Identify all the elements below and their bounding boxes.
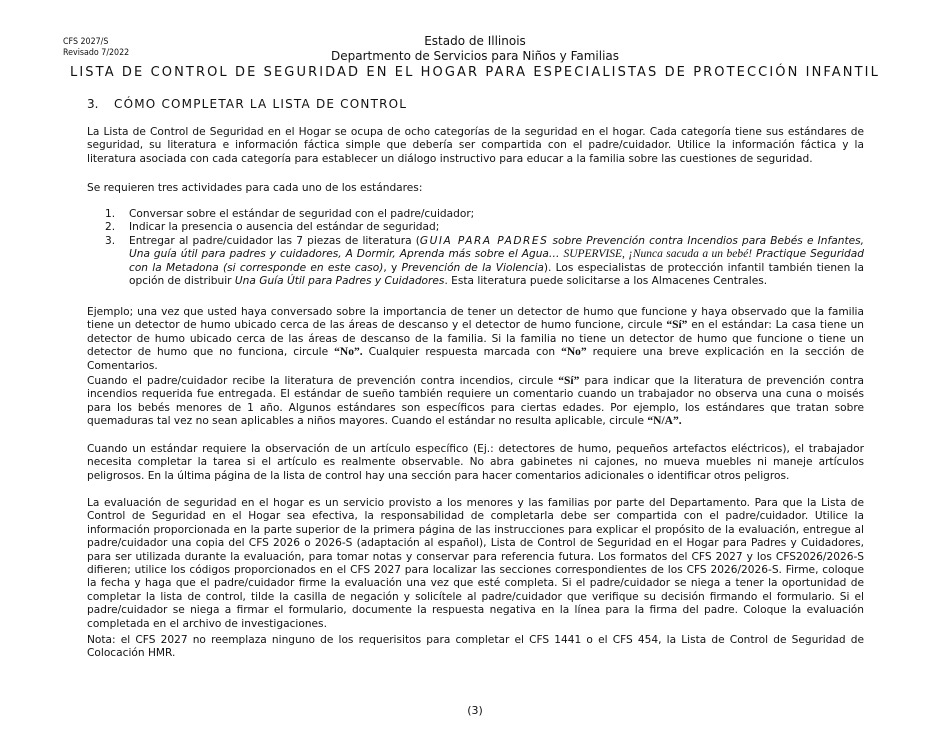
list-item-number: 2.	[105, 221, 116, 234]
paragraph-note	[87, 634, 864, 661]
example-text	[87, 306, 864, 373]
document-title: LISTA DE CONTROL DE SEGURIDAD EN EL HOGAR PARA ESPECIALISTAS DE PROTECCIÓN INFANTIL	[70, 65, 880, 80]
text-run: ). Los especialistas de protección infantil también tienen la opción de distribuir	[129, 261, 864, 288]
list-item-text: Conversar sobre el estándar de seguridad con el padre/cuidador;	[129, 208, 475, 220]
answer-na: “N/A”.	[647, 415, 682, 428]
list-item	[105, 221, 864, 234]
section-title: CÓMO COMPLETAR LA LISTA DE CONTROL	[114, 97, 408, 111]
text-run: requiere una breve explicación en la sección de Comentarios.	[87, 346, 865, 372]
literature-title: Una Guía Útil para Padres y Cuidadores	[234, 275, 445, 288]
section-number: 3.	[87, 97, 99, 111]
literature-title: Prevención de la Violencia	[401, 261, 544, 274]
header-state: Estado de Illinois	[424, 34, 526, 48]
answer-yes: “Sí”	[666, 319, 688, 332]
text-run: para indicar que la literatura de prevención contra incendios requerida fue entregada. El estándar de sueño también requiere un comentario cuando un trabajador no observa una cuna o moisés para los bebés menores de 1 año. Algunos estándares son específicos para ciertas edades. Por ejemplo, los estándares que tratan sobre quemaduras tal vez no sean aplicables a niños mayores. Cuando el estándar no resulta aplicable, circule	[87, 375, 864, 428]
literature-title: sobre Prevención contra Incendios para Bebés e Infantes, Una guía útil para padres y cuidadores, A Dormir, Aprenda más sobre el Agua…	[129, 234, 864, 261]
literature-text	[87, 375, 864, 429]
paragraph-literature	[87, 375, 864, 429]
text-run: , y	[383, 261, 402, 274]
section-heading	[87, 97, 407, 111]
observation-text: Cuando un estándar requiere la observación de un artículo específico (Ej.: detectores de humo, pequeños artefactos eléctricos), el trabajador necesita completar la tarea si el artículo es realmente observable. No abra gabinetes ni cajones, no mueva muebles ni maneje artículos peligrosos. En la última página de la lista de control hay una sección para hacer comentarios adicionales o identificar otros peligros.	[87, 443, 864, 482]
text-run: . Esta literatura puede solicitarse a los Almacenes Centrales.	[444, 275, 768, 288]
list-item-text	[129, 235, 864, 289]
revision-date: Revisado 7/2022	[63, 48, 130, 58]
text-run: en el estándar: La casa tiene un detector de humo ubicado cerca de las áreas de descanso de la familia. Si la familia no tiene un detector de humo que funcione o tiene un detector de humo que no funciona, circule	[87, 319, 864, 359]
text-run: Ejemplo; una vez que usted haya conversado sobre la importancia de tener un detector de humo que funcione y haya observado que la familia tiene un detector de humo ubicado cerca de las áreas de descanso y el detector de humo funcione, circule	[87, 306, 864, 332]
text-run: Cualquier respuesta marcada con	[362, 346, 562, 359]
answer-no: “No”.	[334, 346, 363, 359]
text-run: Cuando el padre/cuidador recibe la literatura de prevención contra incendios, circule	[87, 375, 559, 387]
activities-intro-text: Se requieren tres actividades para cada uno de los estándares:	[87, 182, 423, 194]
page-number: (3)	[467, 704, 483, 717]
text-run: Entregar al padre/cuidador las 7 piezas de literatura (	[129, 234, 420, 247]
list-item	[105, 208, 864, 221]
paragraph-activities-intro	[87, 182, 864, 195]
list-item	[105, 235, 864, 289]
form-number: CFS 2027/S	[63, 37, 109, 47]
activities-list	[105, 208, 864, 288]
evaluation-text: La evaluación de seguridad en el hogar es un servicio provisto a los menores y las familias por parte del Departamento. Para que la Lista de Control de Seguridad en el Hogar sea efectiva, la responsabilidad de completarla debe ser compartida con el padre/cuidador. Utilice la información proporcionada en la parte superior de la primera página de las instrucciones para explicar el propósito de la evaluación, entregue al padre/cuidador una copia del CFS 2026 o 2026-S (adaptación al español), Lista de Control de Seguridad en el Hogar para Padres y Cuidadores, para ser utilizada durante la evaluación, para tomar notas y conservar para referencia futura. Los formatos del CFS 2027 y los CFS2026/2026-S difieren; utilice los códigos proporcionados en el CFS 2027 para localizar las secciones correspondientes de los CFS 2026/2026-S. Firme, coloque la fecha y haga que el padre/cuidador firme la evaluación una vez que esté completa. Si el padre/cuidador se niega a tener la oportunidad de completar la lista de control, tilde la casilla de negación y solicítele al padre/cuidador que verifique su decisión firmando el formulario. Si el padre/cuidador se niega a firmar el formulario, documente la respuesta negativa en la línea para la firma del padre. Coloque la evaluación completada en el archivo de investigaciones.	[87, 497, 864, 630]
intro-text: La Lista de Control de Seguridad en el Hogar se ocupa de ocho categorías de la seguridad en el hogar. Cada categoría tiene sus estándares de seguridad, su literatura e información fáctica simple que debería ser compartida con el padre/cuidador. Utilice la información fáctica y la literatura asociada con cada categoría para establecer un diálogo instructivo para educar a la familia sobre las cuestiones de seguridad.	[87, 126, 864, 165]
list-item-number: 3.	[105, 234, 116, 247]
answer-no: “No”	[561, 346, 587, 359]
list-item-number: 1.	[105, 208, 116, 220]
paragraph-example	[87, 306, 864, 373]
paragraph-intro	[87, 126, 864, 166]
literature-title: GUIA PARA PADRES	[419, 234, 549, 247]
paragraph-evaluation	[87, 497, 864, 631]
literature-title: SUPERVISE, ¡Nunca sacuda a un bebé!	[563, 248, 753, 261]
paragraph-observation	[87, 443, 864, 483]
literature-title: Practique Seguridad con la Metadona (si corresponde en este caso)	[129, 248, 864, 274]
header-department: Departmento de Servicios para Niños y Familias	[330, 49, 620, 63]
answer-yes: “Sí”	[558, 375, 580, 387]
note-text: Nota: el CFS 2027 no reemplaza ninguno de los requerisitos para completar el CFS 1441 o el CFS 454, la Lista de Control de Seguridad de Colocación HMR.	[87, 634, 864, 660]
list-item-text: Indicar la presencia o ausencia del estándar de seguridad;	[129, 221, 440, 234]
